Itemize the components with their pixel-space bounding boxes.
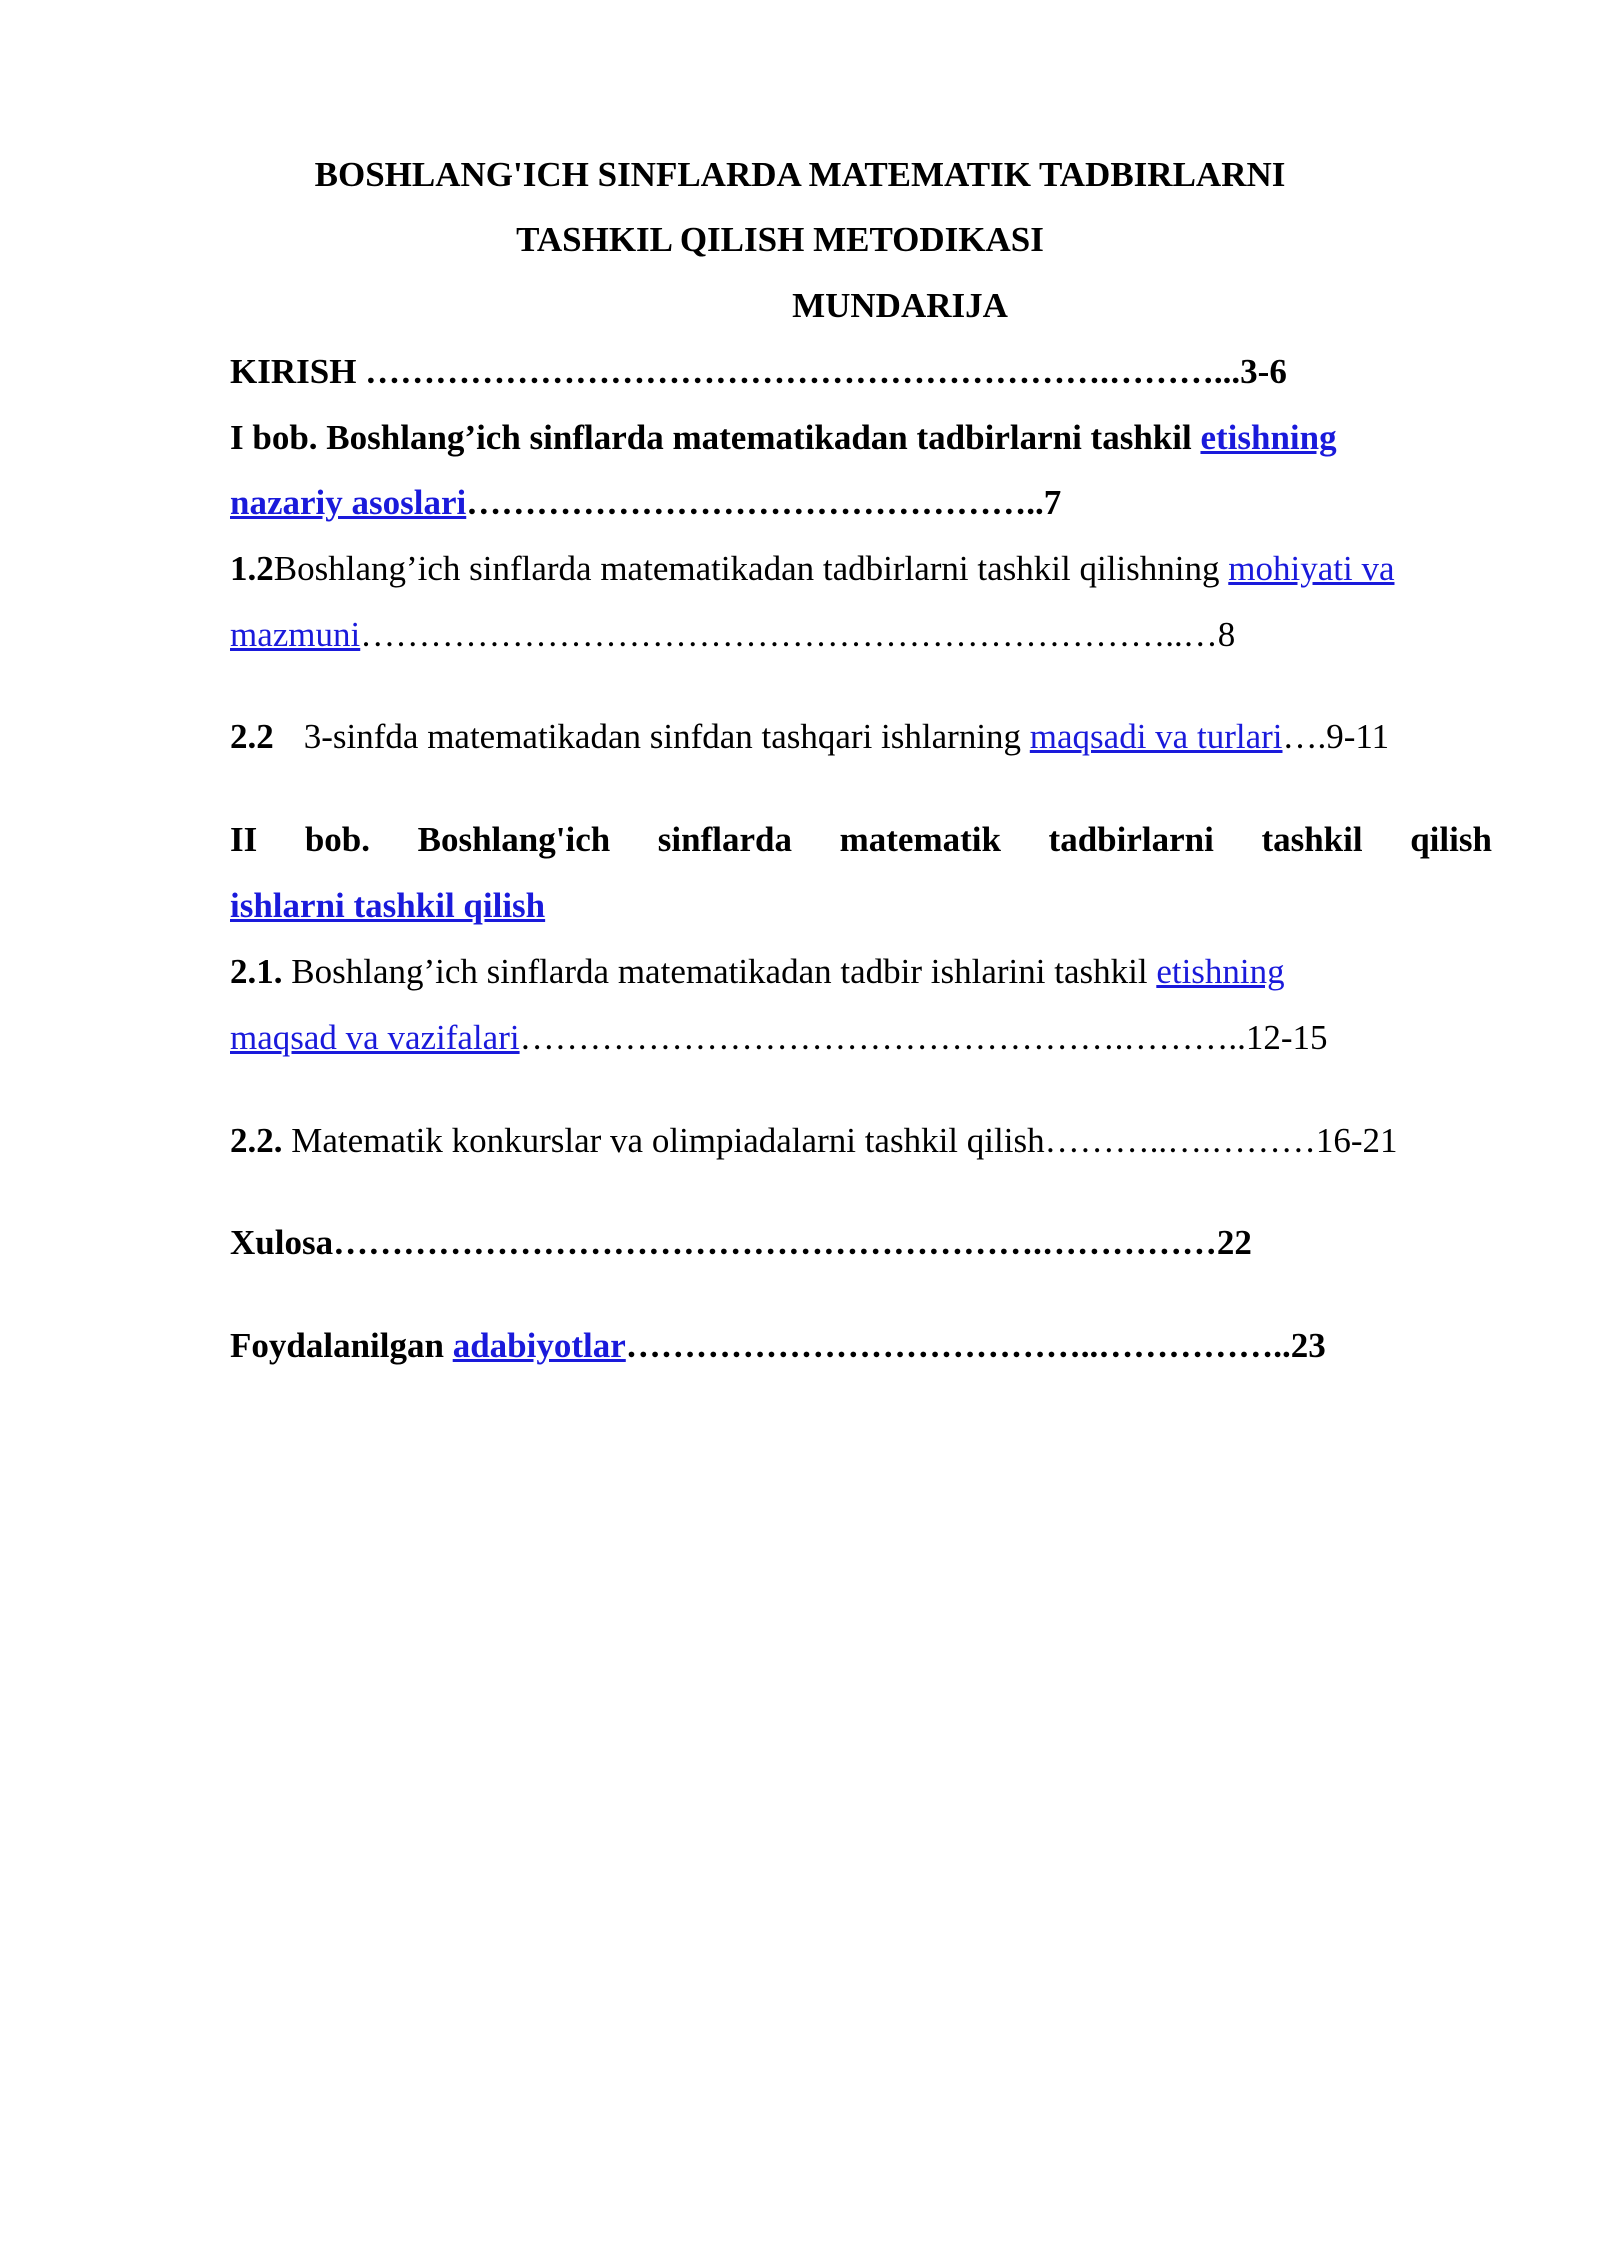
toc-section-2-2-first-text: 3-sinfda matematikadan sinfdan tashqari ishlarning — [303, 717, 1030, 756]
toc-intro: KIRISH ……………………………………………………….………...3-6 — [230, 352, 1287, 391]
document-title-line2: TASHKIL QILISH METODIKASI — [516, 220, 1044, 259]
toc-section-2-1-line2 — [230, 1016, 1492, 1060]
toc-section-2-2-second-text: Matematik konkurslar va olimpiadalarni tashkil qilish………..….………16-21 — [282, 1121, 1398, 1160]
toc-section-1-2-line1 — [230, 547, 1492, 591]
toc-chapter1-link-part1[interactable]: etishning — [1200, 418, 1337, 457]
toc-chapter2-word: qilish — [1410, 820, 1492, 859]
toc-section-2-2-first-number: 2.2 — [230, 717, 274, 756]
toc-chapter2-word: bob. — [304, 820, 371, 859]
toc-section-1-2-link-part1[interactable]: mohiyati va — [1228, 549, 1395, 588]
toc-section-2-1-text: Boshlang’ich sinflarda matematikadan tadbir ishlarini tashkil — [282, 952, 1157, 991]
toc-section-2-1-page: …………………………………………….………..12-15 — [519, 1018, 1328, 1057]
toc-references-page: …………………………………..……………..23 — [625, 1326, 1326, 1365]
toc-section-2-2-second-number: 2.2. — [230, 1121, 283, 1160]
toc-chapter2-link[interactable]: ishlarni tashkil qilish — [230, 886, 546, 925]
toc-chapter2-word: sinflarda — [657, 820, 792, 859]
toc-chapter2-word: II — [230, 820, 258, 859]
toc-chapter2-line1 — [230, 818, 1492, 862]
toc-conclusion: Xulosa…………………………………………………….……………22 — [230, 1223, 1252, 1262]
toc-section-2-2-first — [230, 715, 1492, 759]
toc-chapter2-word: tadbirlarni — [1048, 820, 1214, 859]
toc-chapter1-text: I bob. Boshlang’ich sinflarda matematikadan tadbirlarni tashkil — [230, 418, 1201, 457]
toc-section-1-2-link-part2[interactable]: mazmuni — [230, 615, 361, 654]
toc-chapter2-line2 — [230, 884, 1492, 928]
toc-chapter1-page: …………………………………………..7 — [466, 483, 1062, 522]
toc-section-1-2-number: 1.2 — [230, 549, 274, 588]
toc-chapter2-word: matematik — [839, 820, 1001, 859]
toc-references-text: Foydalanilgan — [230, 1326, 453, 1365]
toc-chapter2-word: tashkil — [1261, 820, 1363, 859]
toc-section-2-2-second — [230, 1119, 1492, 1163]
toc-chapter2-word: Boshlang'ich — [417, 820, 611, 859]
toc-section-2-1-number: 2.1. — [230, 952, 283, 991]
toc-section-2-2-first-link[interactable]: maqsadi va turlari — [1029, 717, 1283, 756]
toc-section-2-1-link-part2[interactable]: maqsad va vazifalari — [230, 1018, 520, 1057]
toc-section-1-2-line2 — [230, 613, 1492, 657]
toc-section-1-2-text: Boshlang’ich sinflarda matematikadan tadbirlarni tashkil qilishning — [273, 549, 1229, 588]
toc-chapter1-link-part2[interactable]: nazariy asoslari — [230, 483, 467, 522]
contents-heading: MUNDARIJA — [792, 286, 1008, 325]
toc-references-link[interactable]: adabiyotlar — [452, 1326, 626, 1365]
toc-references — [230, 1324, 1492, 1368]
toc-section-1-2-page: ……………………………………………………………..…8 — [360, 615, 1236, 654]
document-title-line1: BOSHLANG'ICH SINFLARDA MATEMATIK TADBIRLARNI — [314, 155, 1286, 194]
toc-section-2-1-line1 — [230, 950, 1492, 994]
toc-section-2-1-link-part1[interactable]: etishning — [1156, 952, 1285, 991]
toc-chapter1-line1 — [230, 416, 1492, 460]
toc-chapter1-line2 — [230, 481, 1492, 525]
toc-section-2-2-first-page: ….9-11 — [1282, 717, 1390, 756]
